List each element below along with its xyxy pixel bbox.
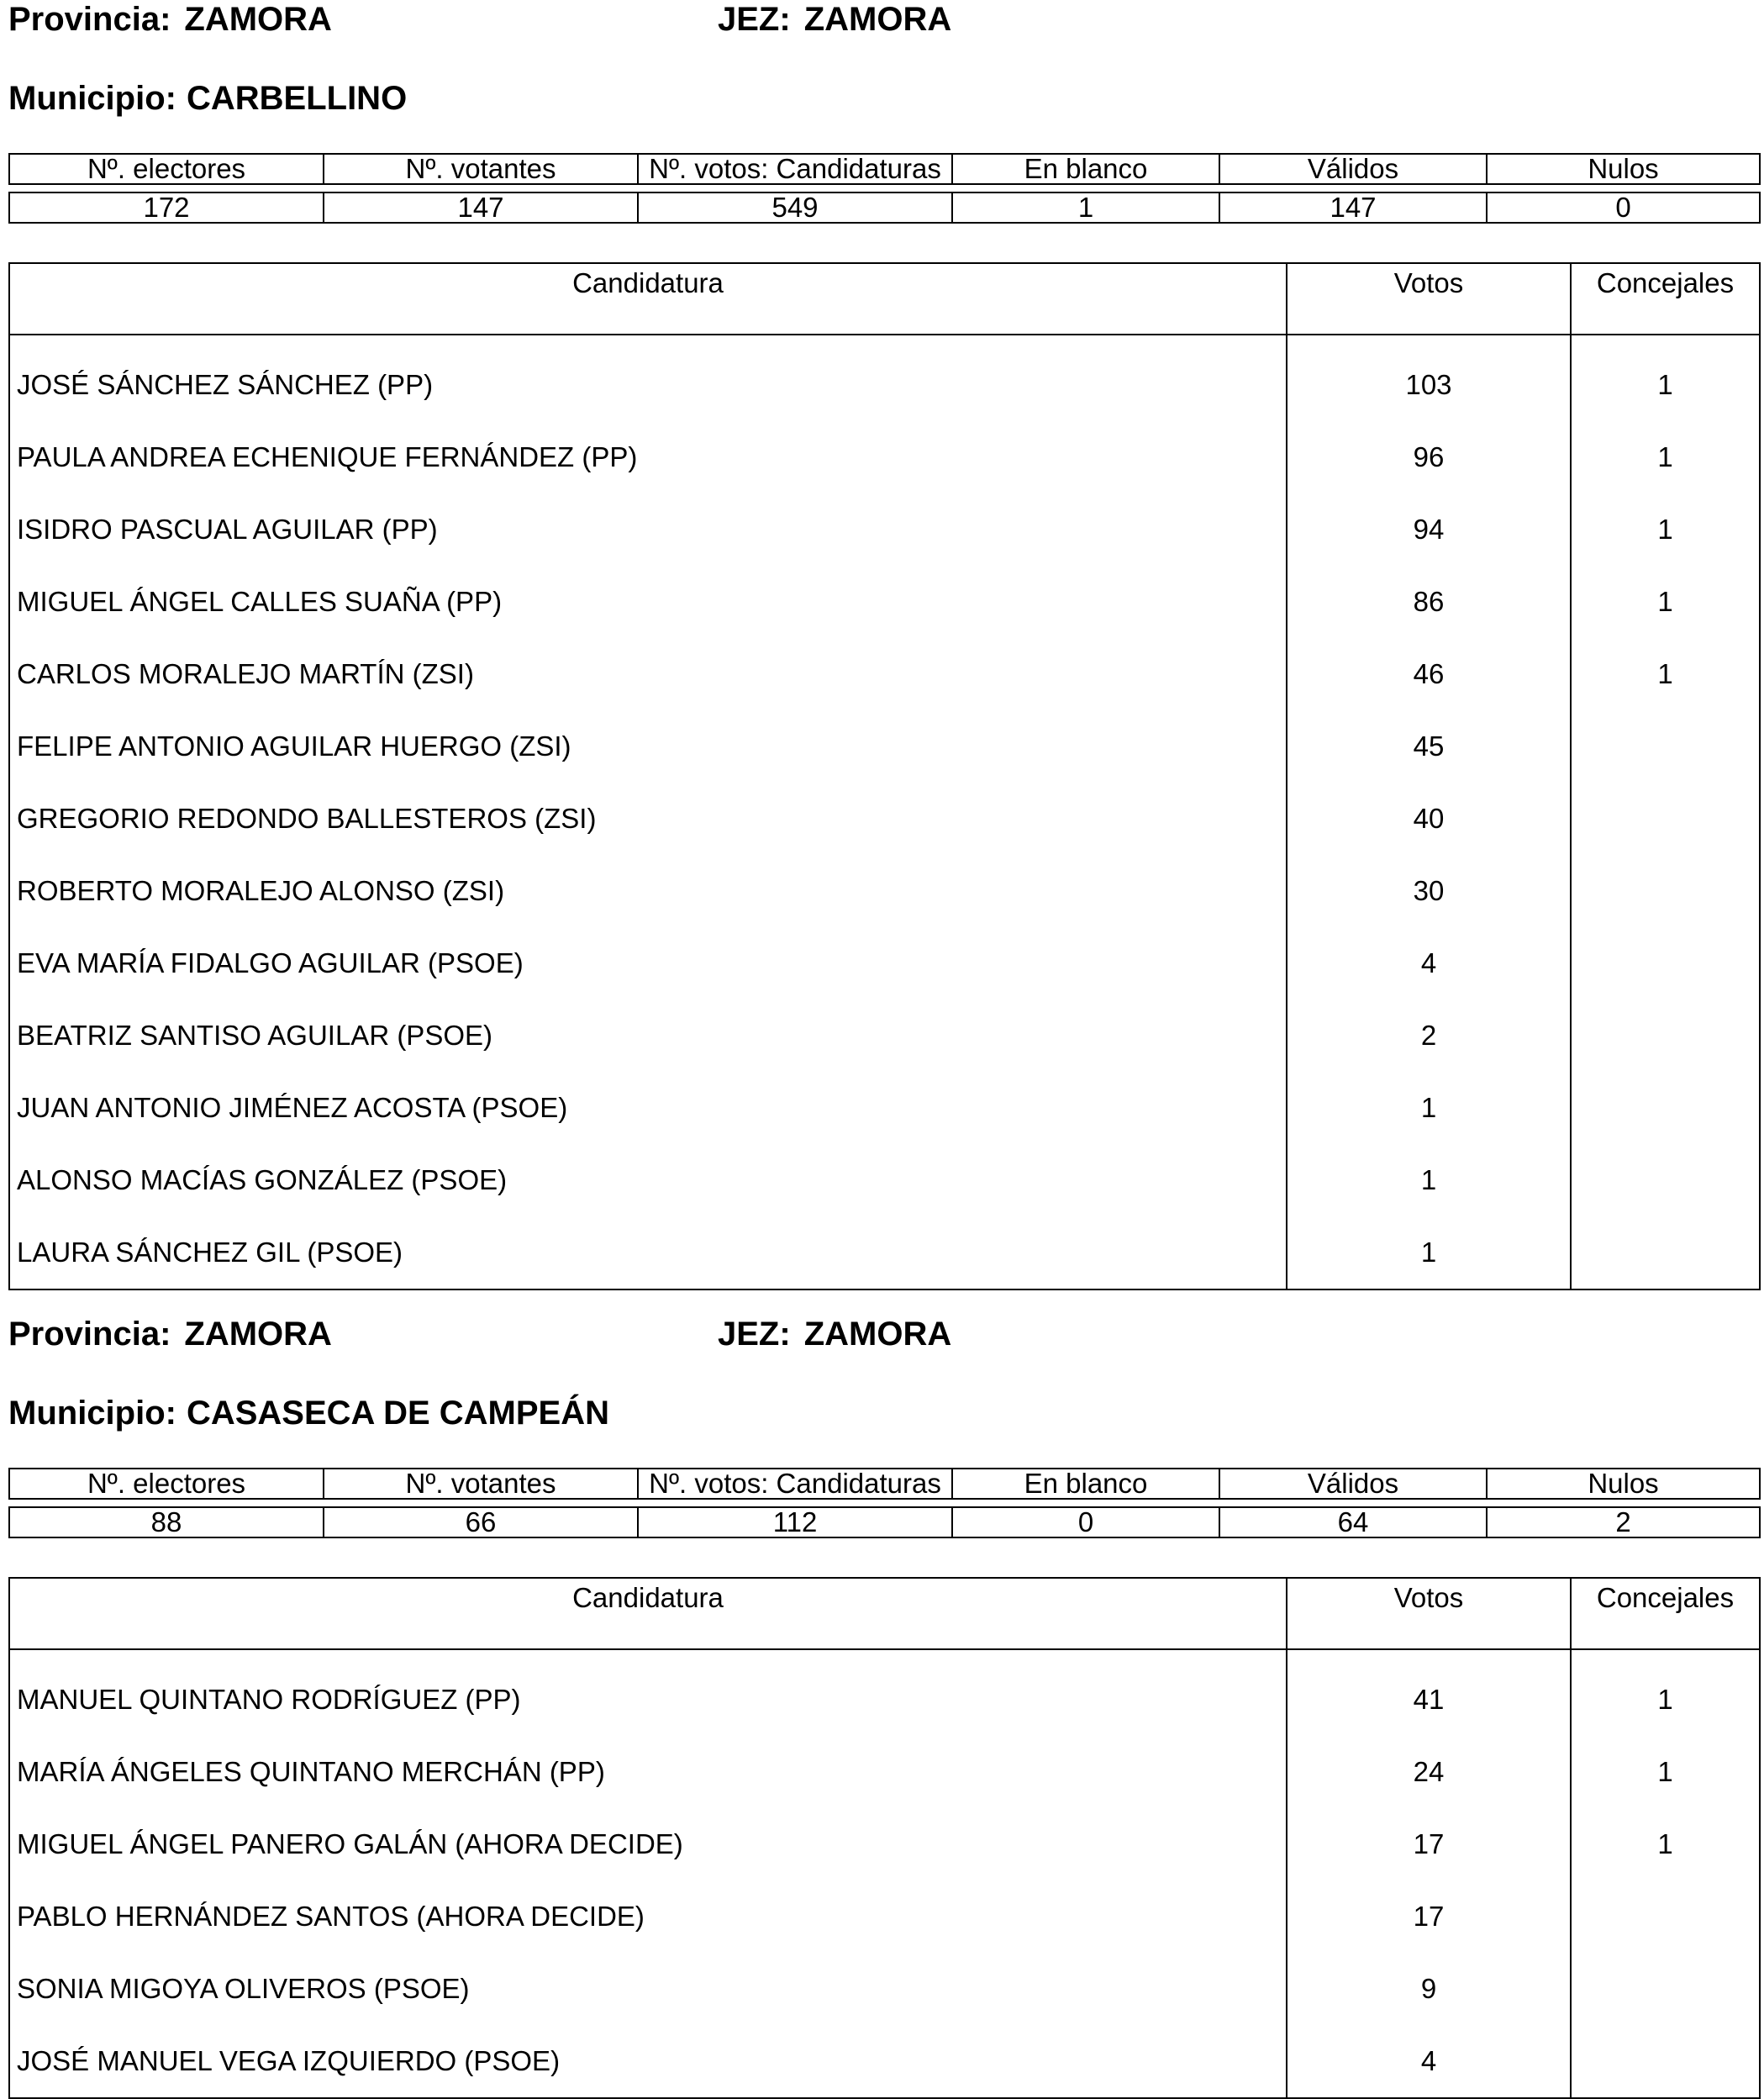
candidate-seats: 1	[1571, 421, 1760, 493]
candidate-name: FELIPE ANTONIO AGUILAR HUERGO (ZSI)	[9, 710, 1287, 783]
summary-header-cell: Nº. votos: Candidaturas	[638, 154, 952, 184]
provincia-value: ZAMORA	[184, 1, 332, 38]
candidate-votes: 86	[1287, 566, 1571, 638]
candidate-votes: 46	[1287, 638, 1571, 710]
candidate-seats	[1571, 1880, 1760, 1953]
jez-header	[718, 1315, 951, 1353]
summary-value-cell: 88	[9, 1507, 324, 1537]
candidate-votes: 1	[1287, 1144, 1571, 1216]
candidate-seats	[1571, 927, 1760, 999]
candidate-votes: 30	[1287, 855, 1571, 927]
candidate-votes: 40	[1287, 783, 1571, 855]
candidate-votes: 103	[1287, 349, 1571, 421]
summary-value-cell: 172	[9, 192, 324, 223]
municipio-value: CARBELLINO	[186, 80, 408, 117]
summary-header-row	[9, 1469, 1760, 1499]
candidate-seats: 1	[1571, 493, 1760, 566]
candidates-table	[8, 262, 1761, 1290]
candidate-name: BEATRIZ SANTISO AGUILAR (PSOE)	[9, 999, 1287, 1072]
candidate-row	[9, 349, 1760, 421]
candidate-name: PAULA ANDREA ECHENIQUE FERNÁNDEZ (PP)	[9, 421, 1287, 493]
candidate-row	[9, 2025, 1760, 2098]
candidates-header-cell: Concejales	[1571, 263, 1760, 335]
candidate-seats	[1571, 1144, 1760, 1216]
candidate-name: EVA MARÍA FIDALGO AGUILAR (PSOE)	[9, 927, 1287, 999]
summary-value-cell: 0	[952, 1507, 1219, 1537]
summary-header-cell: En blanco	[952, 154, 1219, 184]
candidates-header-row	[9, 263, 1760, 335]
summary-header-cell: Nulos	[1487, 1469, 1760, 1499]
candidate-row	[9, 1808, 1760, 1880]
candidate-votes: 94	[1287, 493, 1571, 566]
candidate-row	[9, 1953, 1760, 2025]
candidates-top-pad	[9, 1649, 1760, 1664]
candidates-header-cell: Votos	[1287, 263, 1571, 335]
candidate-votes: 17	[1287, 1808, 1571, 1880]
candidate-seats	[1571, 1216, 1760, 1289]
candidates-header-cell: Candidatura	[9, 263, 1287, 335]
candidate-name: MARÍA ÁNGELES QUINTANO MERCHÁN (PP)	[9, 1736, 1287, 1808]
candidate-name: ROBERTO MORALEJO ALONSO (ZSI)	[9, 855, 1287, 927]
jez-value: ZAMORA	[803, 1, 952, 38]
candidate-votes: 17	[1287, 1880, 1571, 1953]
candidates-table	[8, 1577, 1761, 2099]
candidate-row	[9, 1880, 1760, 1953]
candidate-name: JUAN ANTONIO JIMÉNEZ ACOSTA (PSOE)	[9, 1072, 1287, 1144]
candidate-name: PABLO HERNÁNDEZ SANTOS (AHORA DECIDE)	[9, 1880, 1287, 1953]
summary-header-cell: Válidos	[1219, 1469, 1487, 1499]
candidate-name: SONIA MIGOYA OLIVEROS (PSOE)	[9, 1953, 1287, 2025]
candidate-seats: 1	[1571, 1664, 1760, 1736]
summary-header-cell: Nº. votantes	[324, 1469, 638, 1499]
candidate-seats: 1	[1571, 638, 1760, 710]
candidate-seats	[1571, 710, 1760, 783]
summary-value-cell: 66	[324, 1507, 638, 1537]
jez-label: JEZ:	[718, 1316, 791, 1353]
candidate-votes: 24	[1287, 1736, 1571, 1808]
candidate-row	[9, 566, 1760, 638]
candidate-seats	[1571, 783, 1760, 855]
candidate-seats: 1	[1571, 1808, 1760, 1880]
municipio-header	[8, 79, 407, 118]
provincia-label: Provincia:	[8, 1, 171, 38]
candidate-name: MIGUEL ÁNGEL CALLES SUAÑA (PP)	[9, 566, 1287, 638]
provincia-header	[8, 0, 332, 39]
candidates-header-cell: Concejales	[1571, 1578, 1760, 1649]
candidate-row	[9, 855, 1760, 927]
summary-spacer	[9, 1499, 1760, 1507]
summary-value-row	[9, 1507, 1760, 1537]
summary-value-cell: 64	[1219, 1507, 1487, 1537]
candidates-header-cell: Votos	[1287, 1578, 1571, 1649]
candidate-name: JOSÉ MANUEL VEGA IZQUIERDO (PSOE)	[9, 2025, 1287, 2098]
candidate-row	[9, 421, 1760, 493]
candidate-votes: 4	[1287, 927, 1571, 999]
candidate-votes: 41	[1287, 1664, 1571, 1736]
summary-header-row	[9, 154, 1760, 184]
candidate-row	[9, 1216, 1760, 1289]
summary-header-cell: Nulos	[1487, 154, 1760, 184]
candidate-votes: 4	[1287, 2025, 1571, 2098]
candidates-header-cell: Candidatura	[9, 1578, 1287, 1649]
jez-header	[718, 0, 951, 39]
candidate-votes: 96	[1287, 421, 1571, 493]
candidate-name: MIGUEL ÁNGEL PANERO GALÁN (AHORA DECIDE)	[9, 1808, 1287, 1880]
candidate-row	[9, 638, 1760, 710]
candidate-votes: 2	[1287, 999, 1571, 1072]
summary-spacer	[9, 184, 1760, 192]
candidate-votes: 45	[1287, 710, 1571, 783]
summary-value-cell: 0	[1487, 192, 1760, 223]
candidate-row	[9, 1664, 1760, 1736]
candidate-row	[9, 710, 1760, 783]
candidate-name: MANUEL QUINTANO RODRÍGUEZ (PP)	[9, 1664, 1287, 1736]
candidate-row	[9, 1072, 1760, 1144]
summary-header-cell: Válidos	[1219, 154, 1487, 184]
candidate-seats	[1571, 1953, 1760, 2025]
candidate-name: ISIDRO PASCUAL AGUILAR (PP)	[9, 493, 1287, 566]
candidate-seats: 1	[1571, 349, 1760, 421]
candidate-name: JOSÉ SÁNCHEZ SÁNCHEZ (PP)	[9, 349, 1287, 421]
jez-value: ZAMORA	[803, 1316, 952, 1353]
jez-label: JEZ:	[718, 1, 791, 38]
provincia-header	[8, 1315, 332, 1353]
candidate-seats	[1571, 2025, 1760, 2098]
candidate-name: LAURA SÁNCHEZ GIL (PSOE)	[9, 1216, 1287, 1289]
candidate-name: ALONSO MACÍAS GONZÁLEZ (PSOE)	[9, 1144, 1287, 1216]
candidate-row	[9, 1736, 1760, 1808]
candidate-votes: 1	[1287, 1072, 1571, 1144]
candidate-votes: 9	[1287, 1953, 1571, 2025]
candidate-seats: 1	[1571, 566, 1760, 638]
candidates-header-row	[9, 1578, 1760, 1649]
candidate-seats	[1571, 999, 1760, 1072]
summary-header-cell: Nº. electores	[9, 154, 324, 184]
municipio-header	[8, 1394, 609, 1432]
summary-value-cell: 549	[638, 192, 952, 223]
summary-value-row	[9, 192, 1760, 223]
candidate-name: CARLOS MORALEJO MARTÍN (ZSI)	[9, 638, 1287, 710]
summary-value-cell: 1	[952, 192, 1219, 223]
candidate-row	[9, 1144, 1760, 1216]
municipio-label: Municipio:	[8, 80, 176, 117]
candidate-row	[9, 927, 1760, 999]
summary-table	[8, 1468, 1761, 1538]
municipio-label: Municipio:	[8, 1395, 176, 1432]
provincia-value: ZAMORA	[184, 1316, 332, 1353]
summary-value-cell: 147	[324, 192, 638, 223]
candidate-votes: 1	[1287, 1216, 1571, 1289]
summary-header-cell: Nº. votos: Candidaturas	[638, 1469, 952, 1499]
summary-value-cell: 112	[638, 1507, 952, 1537]
summary-table	[8, 153, 1761, 224]
municipio-value: CASASECA DE CAMPEÁN	[186, 1395, 609, 1432]
summary-header-cell: En blanco	[952, 1469, 1219, 1499]
candidate-seats	[1571, 1072, 1760, 1144]
candidate-row	[9, 999, 1760, 1072]
summary-header-cell: Nº. electores	[9, 1469, 324, 1499]
summary-value-cell: 2	[1487, 1507, 1760, 1537]
summary-value-cell: 147	[1219, 192, 1487, 223]
candidate-seats	[1571, 855, 1760, 927]
candidate-row	[9, 493, 1760, 566]
summary-header-cell: Nº. votantes	[324, 154, 638, 184]
candidate-name: GREGORIO REDONDO BALLESTEROS (ZSI)	[9, 783, 1287, 855]
provincia-label: Provincia:	[8, 1316, 171, 1353]
candidate-seats: 1	[1571, 1736, 1760, 1808]
candidate-row	[9, 783, 1760, 855]
candidates-top-pad	[9, 335, 1760, 349]
